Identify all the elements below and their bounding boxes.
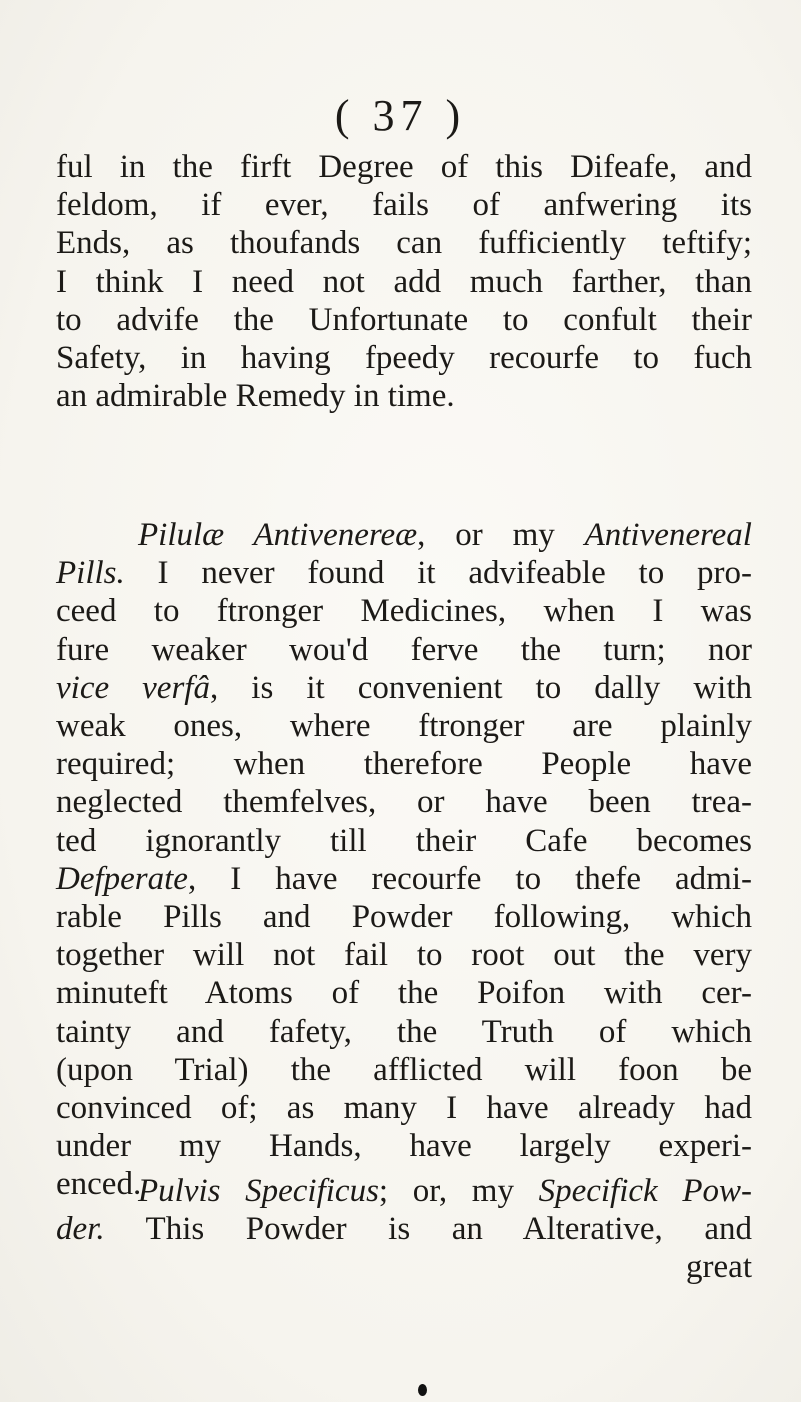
text-line: required; when therefore People have bbox=[56, 746, 752, 783]
text-line: enced. bbox=[56, 1166, 142, 1203]
text-line bbox=[56, 516, 752, 554]
text-run: This Powder is an Alterative, and bbox=[104, 1211, 752, 1248]
text-line: an admirable Remedy in time. bbox=[56, 378, 455, 415]
text-line: Ends, as thoufands can fufficiently teftify; bbox=[56, 225, 752, 262]
paragraph-3 bbox=[56, 1172, 752, 1287]
italic-heading: Pulvis Specificus bbox=[138, 1173, 379, 1209]
text-line: fure weaker wou'd ferve the turn; nor bbox=[56, 631, 752, 668]
italic-heading: Specifick Pow- bbox=[538, 1173, 752, 1209]
text-line: together will not fail to root out the very bbox=[56, 937, 752, 974]
text-line: under my Hands, have largely experi- bbox=[56, 1128, 752, 1165]
catchword: great bbox=[686, 1249, 752, 1286]
text-run: I never found it advifeable to pro- bbox=[124, 555, 752, 592]
italic-heading: Pills. bbox=[56, 555, 125, 592]
text-line: weak ones, where ftronger are plainly bbox=[56, 708, 752, 745]
text-line bbox=[56, 1172, 752, 1210]
text-line bbox=[56, 554, 752, 592]
text-run: ; or, my bbox=[378, 1173, 539, 1209]
text-line: to advife the Unfortunate to confult their bbox=[56, 301, 752, 338]
text-line: feldom, if ever, fails of anfwering its bbox=[56, 187, 752, 224]
text-run: , or my bbox=[417, 517, 585, 553]
italic-heading: Pilulæ Antivenereæ bbox=[138, 517, 418, 553]
text-run: , I have recourfe to thefe admi- bbox=[187, 860, 752, 897]
paragraph-1 bbox=[56, 148, 752, 415]
italic-phrase: Defperate bbox=[56, 860, 188, 897]
text-line: tainty and fafety, the Truth of which bbox=[56, 1013, 752, 1050]
text-line: neglected themfelves, or have been trea- bbox=[56, 784, 752, 821]
text-line: (upon Trial) the afflicted will foon be bbox=[56, 1051, 752, 1088]
text-line bbox=[56, 860, 752, 898]
text-line: rable Pills and Powder following, which bbox=[56, 899, 752, 936]
text-line: ted ignorantly till their Cafe becomes bbox=[56, 822, 752, 859]
text-line: minuteft Atoms of the Poifon with cer- bbox=[56, 975, 752, 1012]
italic-heading: Antivenereal bbox=[584, 517, 752, 553]
text-line: convinced of; as many I have already had bbox=[56, 1090, 752, 1127]
text-line bbox=[56, 669, 752, 707]
italic-phrase: vice verfâ bbox=[56, 669, 210, 706]
page-number: ( 37 ) bbox=[334, 91, 467, 140]
text-line bbox=[56, 1210, 752, 1248]
italic-heading: der. bbox=[56, 1211, 105, 1248]
text-run: , is it convenient to dally with bbox=[209, 669, 752, 706]
text-line: ful in the firft Degree of this Difeafe, and bbox=[56, 149, 752, 185]
text-line: Safety, in having fpeedy recourfe to fuch bbox=[56, 340, 752, 377]
text-line: I think I need not add much farther, than bbox=[56, 263, 752, 300]
text-line: ceed to ftronger Medicines, when I was bbox=[56, 593, 752, 630]
paragraph-2 bbox=[56, 516, 752, 1204]
ink-spot bbox=[418, 1384, 427, 1396]
